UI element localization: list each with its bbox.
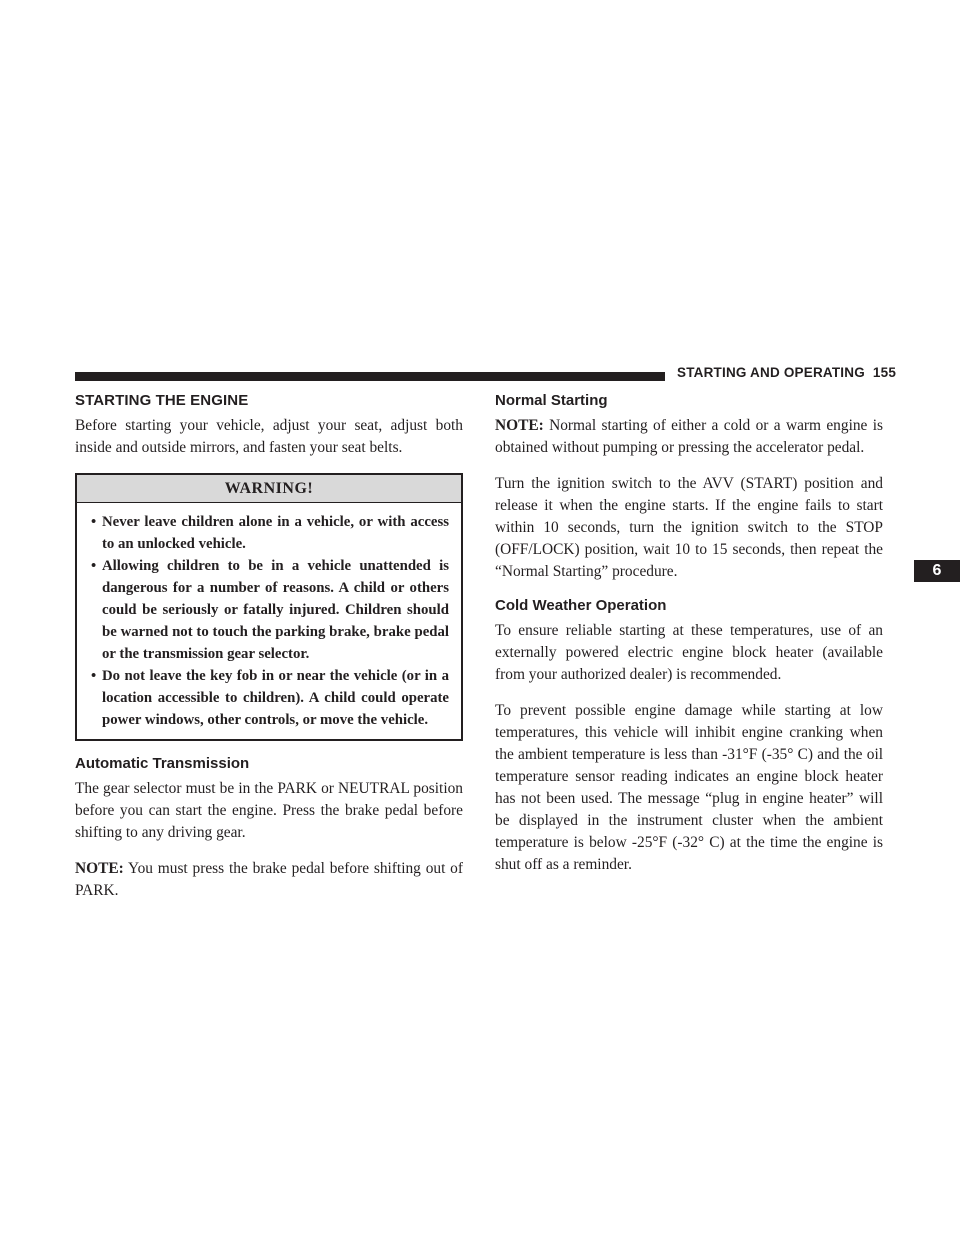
cold-weather-paragraph-2: To prevent possible engine damage while starting at low temperatures, this vehicle will inhibit engine cranking when the ambient temperature is less than -31°F (-35° C) and the oil temperature sensor reading indicates an engine block heater has not been used. The message “plug in engine heater” will be displayed in the instrument cluster when the ambient temperature is below -25°F (-32° C) at the time the engine is shut off as a reminder. <box>495 702 883 873</box>
subsection-title-automatic-transmission: Automatic Transmission <box>75 755 250 772</box>
bullet-icon: • <box>91 514 97 530</box>
note-text: Normal starting of either a cold or a warm engine is obtained without pumping or pressing the accelerator pedal. <box>495 417 883 456</box>
section-title-starting-engine: STARTING THE ENGINE <box>75 392 249 409</box>
normal-starting-note <box>495 415 883 459</box>
warning-item <box>91 555 449 665</box>
transmission-paragraph: The gear selector must be in the PARK or NEUTRAL position before you can start the engine. Press the brake pedal before shifting to any driving gear. <box>75 780 463 841</box>
note-label: NOTE: <box>495 417 544 434</box>
warning-item <box>91 511 449 555</box>
chapter-tab: 6 <box>914 560 960 582</box>
intro-paragraph: Before starting your vehicle, adjust your seat, adjust both inside and outside mirrors, and fasten your seat belts. <box>75 417 463 456</box>
page-number: 155 <box>872 365 897 380</box>
warning-title: WARNING! <box>77 475 461 503</box>
note-label: NOTE: <box>75 860 124 877</box>
header-rule <box>75 372 665 381</box>
bullet-icon: • <box>91 668 97 684</box>
warning-box <box>75 473 463 741</box>
right-column <box>495 392 883 890</box>
bullet-icon: • <box>91 558 97 574</box>
warning-item <box>91 665 449 731</box>
transmission-note <box>75 858 463 902</box>
cold-weather-paragraph-1: To ensure reliable starting at these temperatures, use of an externally powered electric engine block heater (available from your authorized dealer) is recommended. <box>495 622 883 683</box>
header-section-title: STARTING AND OPERATING <box>677 365 865 380</box>
left-column <box>75 392 463 916</box>
normal-starting-paragraph: Turn the ignition switch to the AVV (START) position and release it when the engine starts. If the engine fails to start within 10 seconds, turn the ignition switch to the STOP (OFF/LOCK) position, wait 10 to 15 seconds, then repeat the “Normal Starting” procedure. <box>495 475 883 580</box>
warning-item-text: Allowing children to be in a vehicle unattended is dangerous for a number of reasons. A child or others could be seriously or fatally injured. Children should be warned not to touch the parking brake, brake pedal or the transmission gear selector. <box>102 558 449 662</box>
subsection-title-cold-weather: Cold Weather Operation <box>495 597 667 614</box>
warning-item-text: Never leave children alone in a vehicle, or with access to an unlocked vehicle. <box>102 514 449 552</box>
note-text: You must press the brake pedal before shifting out of PARK. <box>75 860 463 899</box>
warning-item-text: Do not leave the key fob in or near the vehicle (or in a location accessible to children). A child could operate power windows, other controls, or move the vehicle. <box>102 668 449 728</box>
warning-list <box>77 503 461 731</box>
running-header <box>677 365 897 380</box>
subsection-title-normal-starting: Normal Starting <box>495 392 608 409</box>
